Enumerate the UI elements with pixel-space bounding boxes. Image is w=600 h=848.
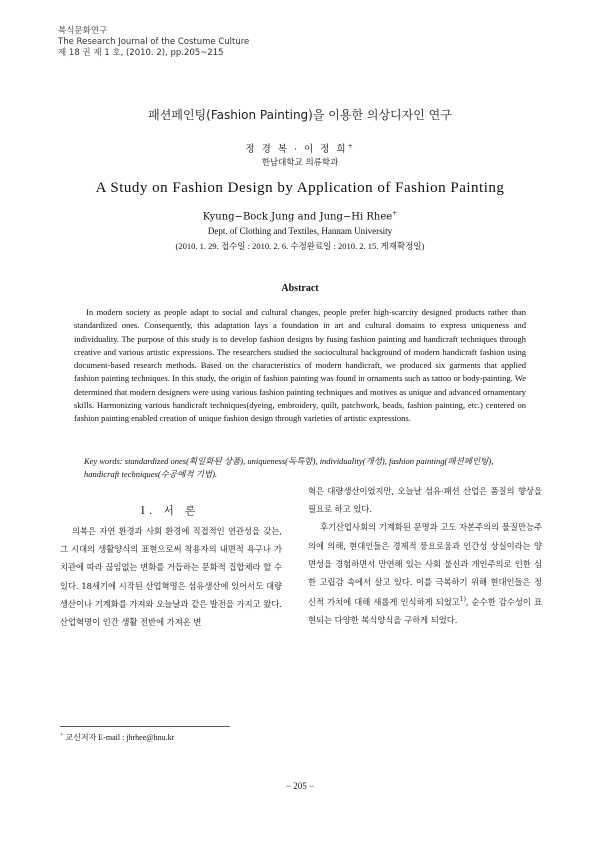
authors-en-names: Kyung−Bock Jung and Jung−Hi Rhee [202, 211, 393, 223]
journal-name-kr: 복식문화연구 [58, 26, 108, 36]
paragraph-text: 순수한 감수성이 표현되는 다양한 복식양식을 구하게 되었다. [308, 596, 542, 626]
authors-kr [0, 141, 600, 155]
footnote-divider [60, 726, 230, 727]
affiliation-kr: 한남대학교 의류학과 [261, 158, 339, 168]
keywords-label: Key words: [84, 456, 123, 466]
journal-volume: 제 18 권 제 1 호, (2010. 2), pp.205~215 [58, 48, 224, 58]
keywords [84, 455, 524, 481]
paragraph: 후기산업사회의 기계화된 문명과 고도 자본주의의 물질만능주의에 의해, 현대인들은 경제적 풍요로움과 인간성 상실이라는 양면성을 경험하면서 만연해 있는 사회 불신과 개인주의로 인한 심한 고립감 속에서 살고 있다. 이를 극복하기 위해 현대인들은 정신적 가치에 대해 새롭게 인식하게 되었고$^{1)}$, 순수한 감수성이 표현되는 다양한 복식양식을 구하게 되었다. [308, 522, 542, 626]
page-number: − 205 − [285, 781, 315, 791]
corresponding-mark-en: + [392, 210, 398, 217]
paragraph [60, 522, 282, 631]
body-column-left [60, 522, 282, 631]
authors-en [0, 210, 600, 222]
journal-name-en: The Research Journal of the Costume Culture [58, 37, 250, 47]
affiliation-en: Dept. of Clothing and Textiles, Hannam University [207, 226, 393, 236]
footnote-text: 교신저자 E-mail : jhrhee@hnu.kr [65, 733, 175, 742]
body-column-right [308, 482, 542, 629]
keywords-list: standardized ones(획일화된 상품), uniqueness(독특함), individuality(개성), fashion painting(패션페인팅), handicraft techniques(수공예적 기법). [84, 456, 494, 479]
paper-title-en: A Study on Fashion Design by Application of Fashion Painting [95, 180, 505, 196]
paragraph-text: 의복은 자연 환경과 사회 환경에 직접적인 연관성을 갖는, 그 시대의 생활양식의 표현으로써 착용자의 내면적 욕구나 가치관에 따라 끊임없는 변화를 거듭하는 문화적 집합체라 할 수 있다. 18세기에 시작된 산업혁명은 섬유생산에 있어서도 대량생산이나 기계화를 가져와 오늘날과 같은 발전을 가지고 왔다. 산업혁명이 인간 생활 전반에 가져온 변 [60, 526, 282, 628]
paper-title-kr: 패션페인팅(Fashion Painting)을 이용한 의상디자인 연구 [148, 108, 452, 122]
reference-mark: 1) [459, 596, 466, 604]
submission-dates: (2010. 1. 29. 접수일 : 2010. 2. 6. 수정완료일 : 2010. 2. 15. 게재확정일) [175, 241, 425, 251]
corresponding-mark: + [347, 142, 355, 150]
paragraph-text: 후기산업사회의 기계화된 문명과 고도 자본주의의 물질만능주의에 의해, 현대인들은 경제적 풍요로움과 인간성 상실이라는 양면성을 경험하면서 만연해 있는 사회 불신과 개인주의로 인한 심한 고립감 속에서 살고 있다. 이를 극복하기 위해 현대인들은 정신적 가치에 대해 새롭게 인식하게 되었고 [308, 522, 542, 607]
footnote-mark: + [60, 732, 64, 739]
paragraph [308, 482, 542, 518]
abstract-heading: Abstract [281, 283, 319, 294]
authors-kr-names: 정 경 복 · 이 정 희 [245, 144, 348, 155]
paragraph-text: 혁은 대량생산이었지만, 오늘날 섬유·패션 산업은 품질의 향상을 필요로 하고 있다. [308, 486, 542, 515]
abstract-body: In modern society as people adapt to social and cultural changes, people prefer high-scarcity designed products rather than standardized ones. Consequently, this adaptation lays a foundation in art and cultural domains to express uniqueness and individuality. The purpose of this study is to develop fashion designs by fusing fashion painting and handicraft techniques through creative and various artistic expressions. The researchers studied the sociocultural background of modern handicraft fashion using document-based research methods. Based on the characteristics of modern handicraft, we produced six garments that applied fashion painting techniques. In this study, the origin of fashion painting was found in ornaments such as tattoo or body-painting. We determined that modern designers were using various fashion painting techniques and motives as unique and advanced ornamentary skills. Harmonizing various handicraft techniques(dyeing, embroidery, quilt, patchwork, beads, fashion painting, etc.) centered on fashion painting enabled creation of unique fashion design through varieties of artistic expressions. [74, 307, 526, 424]
journal-header [58, 26, 249, 59]
section-heading-intro: Ⅰ. 서 론 [140, 505, 200, 517]
footnote [60, 732, 174, 743]
